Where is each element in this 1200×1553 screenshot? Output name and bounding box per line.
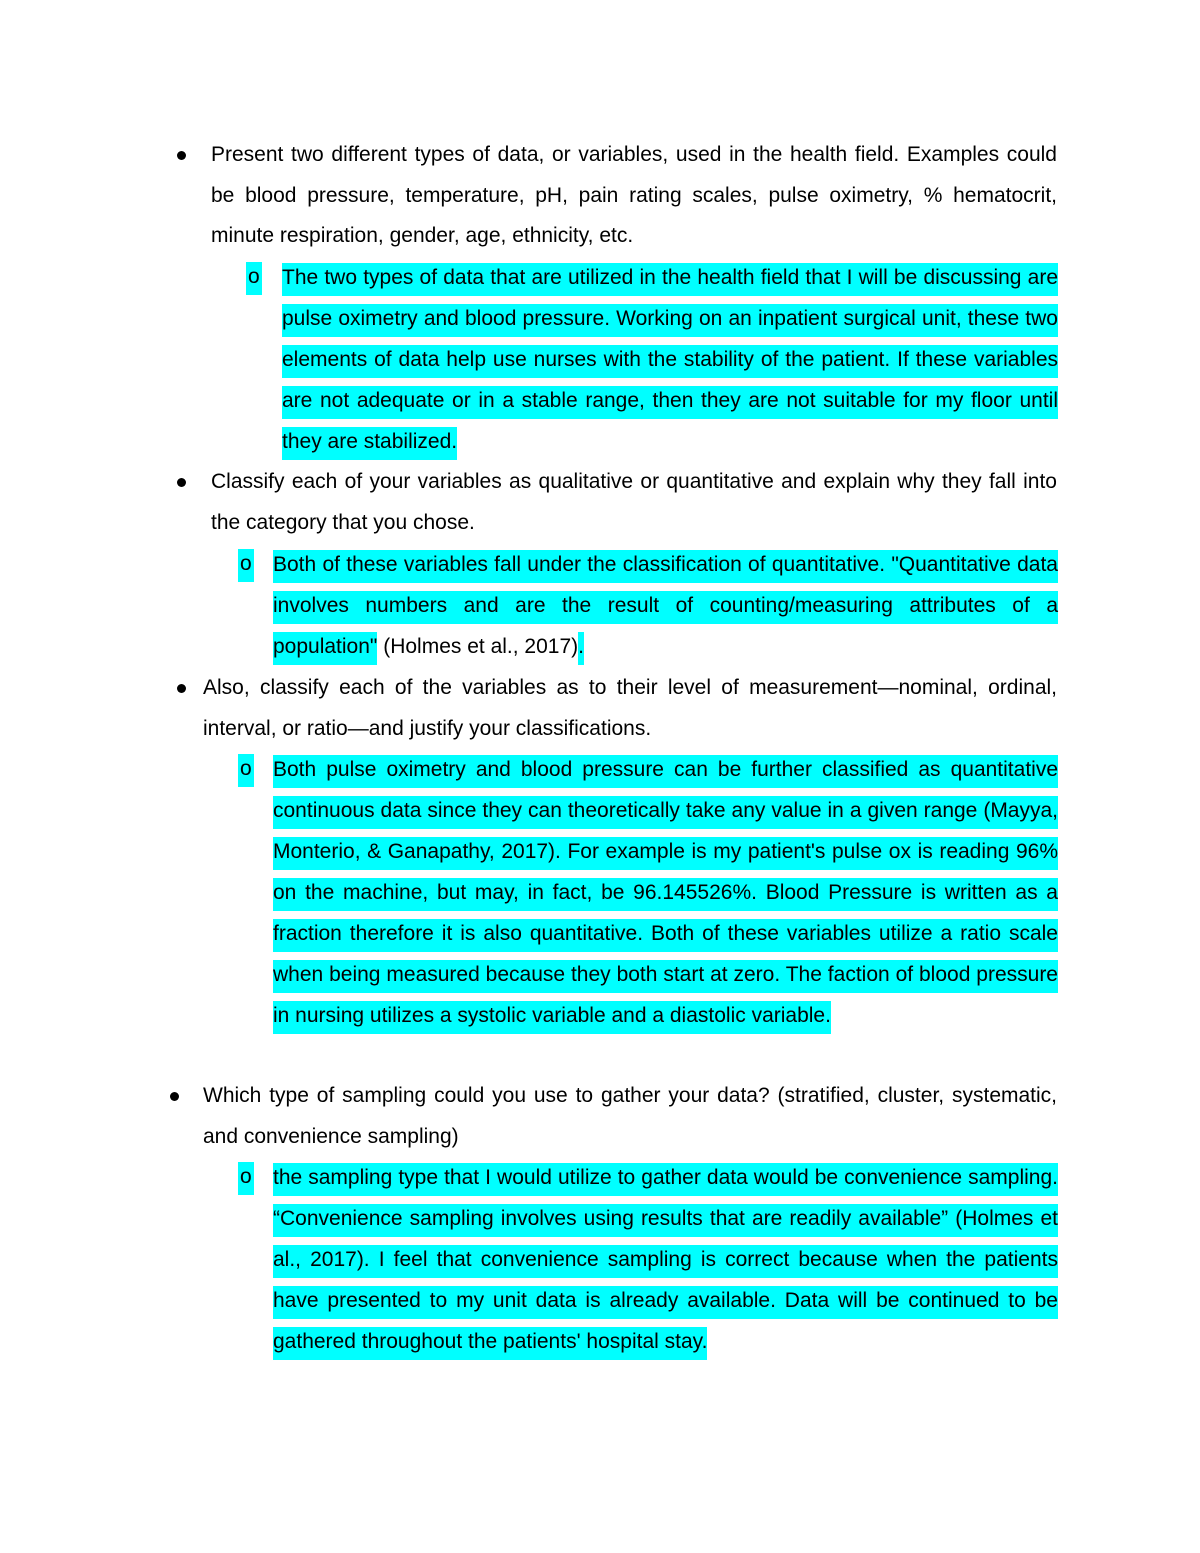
answer-4 [273,1157,1058,1362]
question-1: Present two different types of data, or variables, used in the health field. Examples could be blood pressure, temperature, pH, pain rating scales, pulse oximetry, % hematocrit, minute respiration, gender, age, ethnicity, etc. [211,143,1057,247]
answer-2-text: Both of these variables fall under the classification of quantitative. "Quantitative data involves numbers and are the result of counting/measuring attributes of a population" [273,550,1058,665]
answer-4-text: the sampling type that I would utilize to gather data would be convenience sampling. “Convenience sampling involves using results that are readily available” (Holmes et al., 2017). I feel that convenience sampling is correct because when the patients have presented to my unit data is already available. Data will be continued to be gathered throughout the patients' hospital stay. [273,1163,1058,1360]
question-3: Also, classify each of the variables as to their level of measurement—nominal, ordinal, interval, or ratio—and justify your classifications. [203,676,1057,740]
question-2: Classify each of your variables as qualitative or quantitative and explain why they fall into the category that you chose. [211,470,1057,534]
answer-marker-2: o [238,544,254,585]
question-4: Which type of sampling could you use to gather your data? (stratified, cluster, systematic, and convenience sampling) [203,1084,1057,1148]
answer-marker-1: o [246,257,262,298]
bullet-4 [170,1092,179,1101]
answer-1-text: The two types of data that are utilized in the health field that I will be discussing are pulse oximetry and blood pressure. Working on an inpatient surgical unit, these two elements of data help use nurses with the stability of the patient. If these variables are not adequate or in a stable range, then they are not suitable for my floor until they are stabilized. [282,263,1058,460]
answer-marker-3: o [238,749,254,790]
answer-marker-4: o [238,1157,254,1198]
bullet-2 [177,478,186,487]
answer-2-citation: (Holmes et al., 2017) [377,635,579,658]
answer-3-text: Both pulse oximetry and blood pressure can be further classified as quantitative continuous data since they can theoretically take any value in a given range (Mayya, Monterio, & Ganapathy, 2017). For example is my patient's pulse ox is reading 96% on the machine, but may, in fact, be 96.145526%. Blood Pressure is written as a fraction therefore it is also quantitative. Both of these variables utilize a ratio scale when being measured because they both start at zero. The faction of blood pressure in nursing utilizes a systolic variable and a diastolic variable. [273,755,1058,1034]
answer-3 [273,749,1058,1036]
answer-1 [282,257,1058,462]
bullet-3 [177,684,186,693]
answer-2-end: . [578,632,584,665]
answer-2 [273,544,1058,667]
bullet-1 [177,151,186,160]
